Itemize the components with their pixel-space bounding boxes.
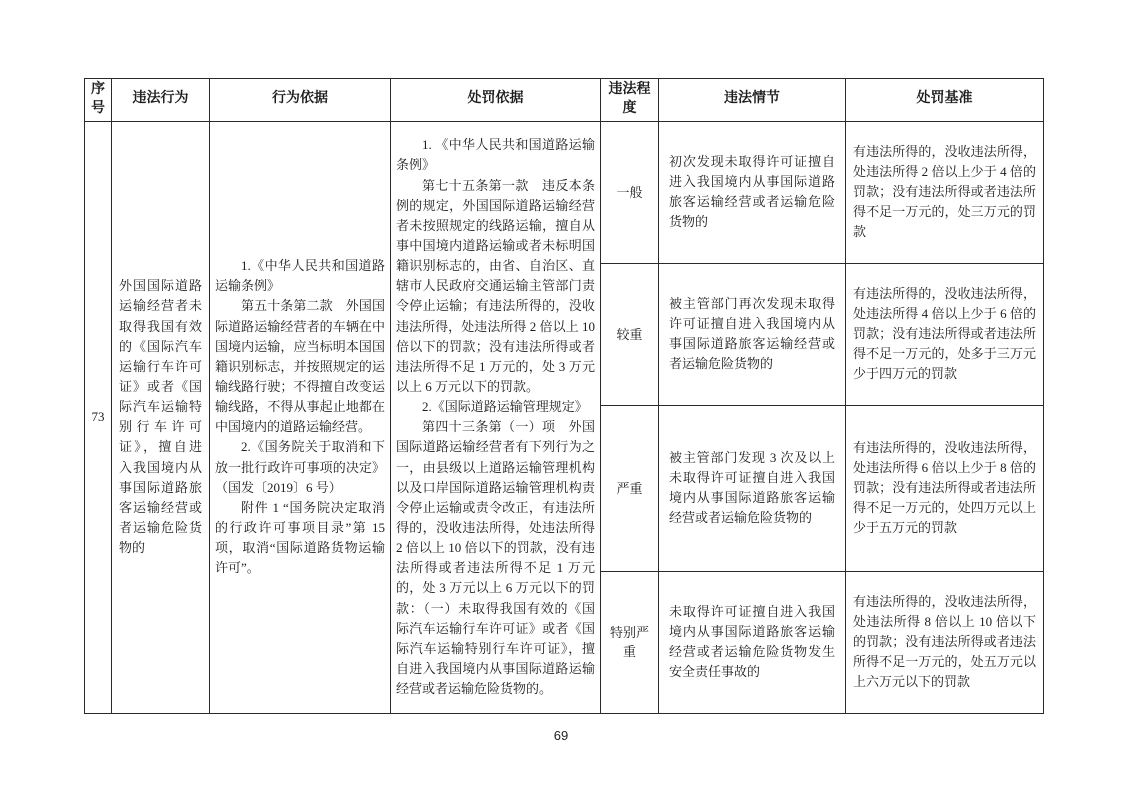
page-number: 69 [553, 728, 569, 743]
header-violation: 违法行为 [112, 79, 210, 122]
cell-behavior-basis [210, 121, 391, 713]
header-serial: 序号 [85, 79, 112, 122]
cell-circumstance-serious: 被主管部门发现 3 次及以上未取得许可证擅自进入我国境内从事国际道路旅客运输经营或者运输危险货物的 [659, 405, 846, 571]
regulation-table [84, 78, 1044, 714]
cell-degree-general: 一般 [601, 121, 659, 263]
behavior-basis-paragraph-2: 第五十条第二款 外国国际道路运输经营者的车辆在中国境内运输，应当标明本国国籍识别标志，并按照规定的运输线路行驶；不得擅自改变运输线路，不得从事起止地都在中国境内的道路运输经营。 [215, 298, 385, 435]
cell-serial-number: 73 [85, 121, 112, 713]
cell-degree-especially-serious: 特别严重 [601, 571, 659, 713]
penalty-basis-paragraph-3: 2.《国际道路运输管理规定》 [422, 399, 588, 415]
penalty-basis-paragraph-4: 第四十三条第（一）项 外国国际道路运输经营者有下列行为之一，由县级以上道路运输管理机构以及口岸国际道路运输管理机构责令停止运输或责令改正，有违法所得的，没收违法所得，处违法所得 2 倍以上 10 倍以下的罚款，没有违法所得或者违法所得不足 1 万元的，处 3 万元以上 6 万元以下的罚款：（一）未取得我国有效的《国际汽车运输行车许可证》或者《国际汽车运输特别行车许可证》，擅自进入我国境内从事国际道路运输经营或者运输危险货物的。 [396, 419, 595, 697]
penalty-basis-paragraph-2: 第七十五条第一款 违反本条例的规定，外国国际道路运输经营者未按照规定的线路运输，擅自从事中国境内道路运输或者未标明国籍识别标志的，由省、自治区、直辖市人民政府交通运输主管部门责令停止运输；有违法所得的，没收违法所得，处违法所得 2 倍以上 10 倍以下的罚款；没有违法所得或者违法所得不足 1 万元的，处 3 万元以上 6 万元以下的罚款。 [396, 177, 595, 394]
header-circumstance: 违法情节 [659, 79, 846, 122]
cell-violation: 外国国际道路运输经营者未取得我国有效的《国际汽车运输行车许可证》或者《国际汽车运输特别行车许可证》，擅自进入我国境内从事国际道路旅客运输经营或者运输危险货物的 [112, 121, 210, 713]
header-behavior-basis: 行为依据 [210, 79, 391, 122]
behavior-basis-paragraph-3: 2.《国务院关于取消和下放一批行政许可事项的决定》（国发〔2019〕6 号） [215, 439, 385, 495]
header-penalty-basis: 处罚依据 [391, 79, 601, 122]
cell-circumstance-general: 初次发现未取得许可证擅自进入我国境内从事国际道路旅客运输经营或者运输危险货物的 [659, 121, 846, 263]
cell-benchmark-relatively-serious: 有违法所得的，没收违法所得，处违法所得 4 倍以上少于 6 倍的罚款；没有违法所得或者违法所得不足一万元的，处多于三万元少于四万元的罚款 [846, 263, 1044, 405]
cell-penalty-basis [391, 121, 601, 713]
header-degree: 违法程度 [601, 79, 659, 122]
behavior-basis-paragraph-4: 附件 1 “国务院决定取消的行政许可事项目录”第 15 项，取消“国际道路货物运输许可”。 [215, 499, 385, 576]
table-header-row [85, 79, 1044, 122]
cell-benchmark-general: 有违法所得的，没收违法所得，处违法所得 2 倍以上少于 4 倍的罚款；没有违法所得或者违法所得不足一万元的，处三万元的罚款 [846, 121, 1044, 263]
cell-degree-relatively-serious: 较重 [601, 263, 659, 405]
header-benchmark: 处罚基准 [846, 79, 1044, 122]
cell-benchmark-especially-serious: 有违法所得的，没收违法所得，处违法所得 8 倍以上 10 倍以下的罚款；没有违法所得或者违法所得不足一万元的，处五万元以上六万元以下的罚款 [846, 571, 1044, 713]
cell-benchmark-serious: 有违法所得的，没收违法所得，处违法所得 6 倍以上少于 8 倍的罚款；没有违法所得或者违法所得不足一万元的，处四万元以上少于五万元的罚款 [846, 405, 1044, 571]
behavior-basis-paragraph-1: 1.《中华人民共和国道路运输条例》 [215, 258, 385, 294]
table-row-general [85, 121, 1044, 263]
cell-circumstance-especially-serious: 未取得许可证擅自进入我国境内从事国际道路旅客运输经营或者运输危险货物发生安全责任事故的 [659, 571, 846, 713]
cell-circumstance-relatively-serious: 被主管部门再次发现未取得许可证擅自进入我国境内从事国际道路旅客运输经营或者运输危险货物的 [659, 263, 846, 405]
penalty-basis-paragraph-1: 1. 《中华人民共和国道路运输条例》 [396, 137, 595, 173]
cell-degree-serious: 严重 [601, 405, 659, 571]
